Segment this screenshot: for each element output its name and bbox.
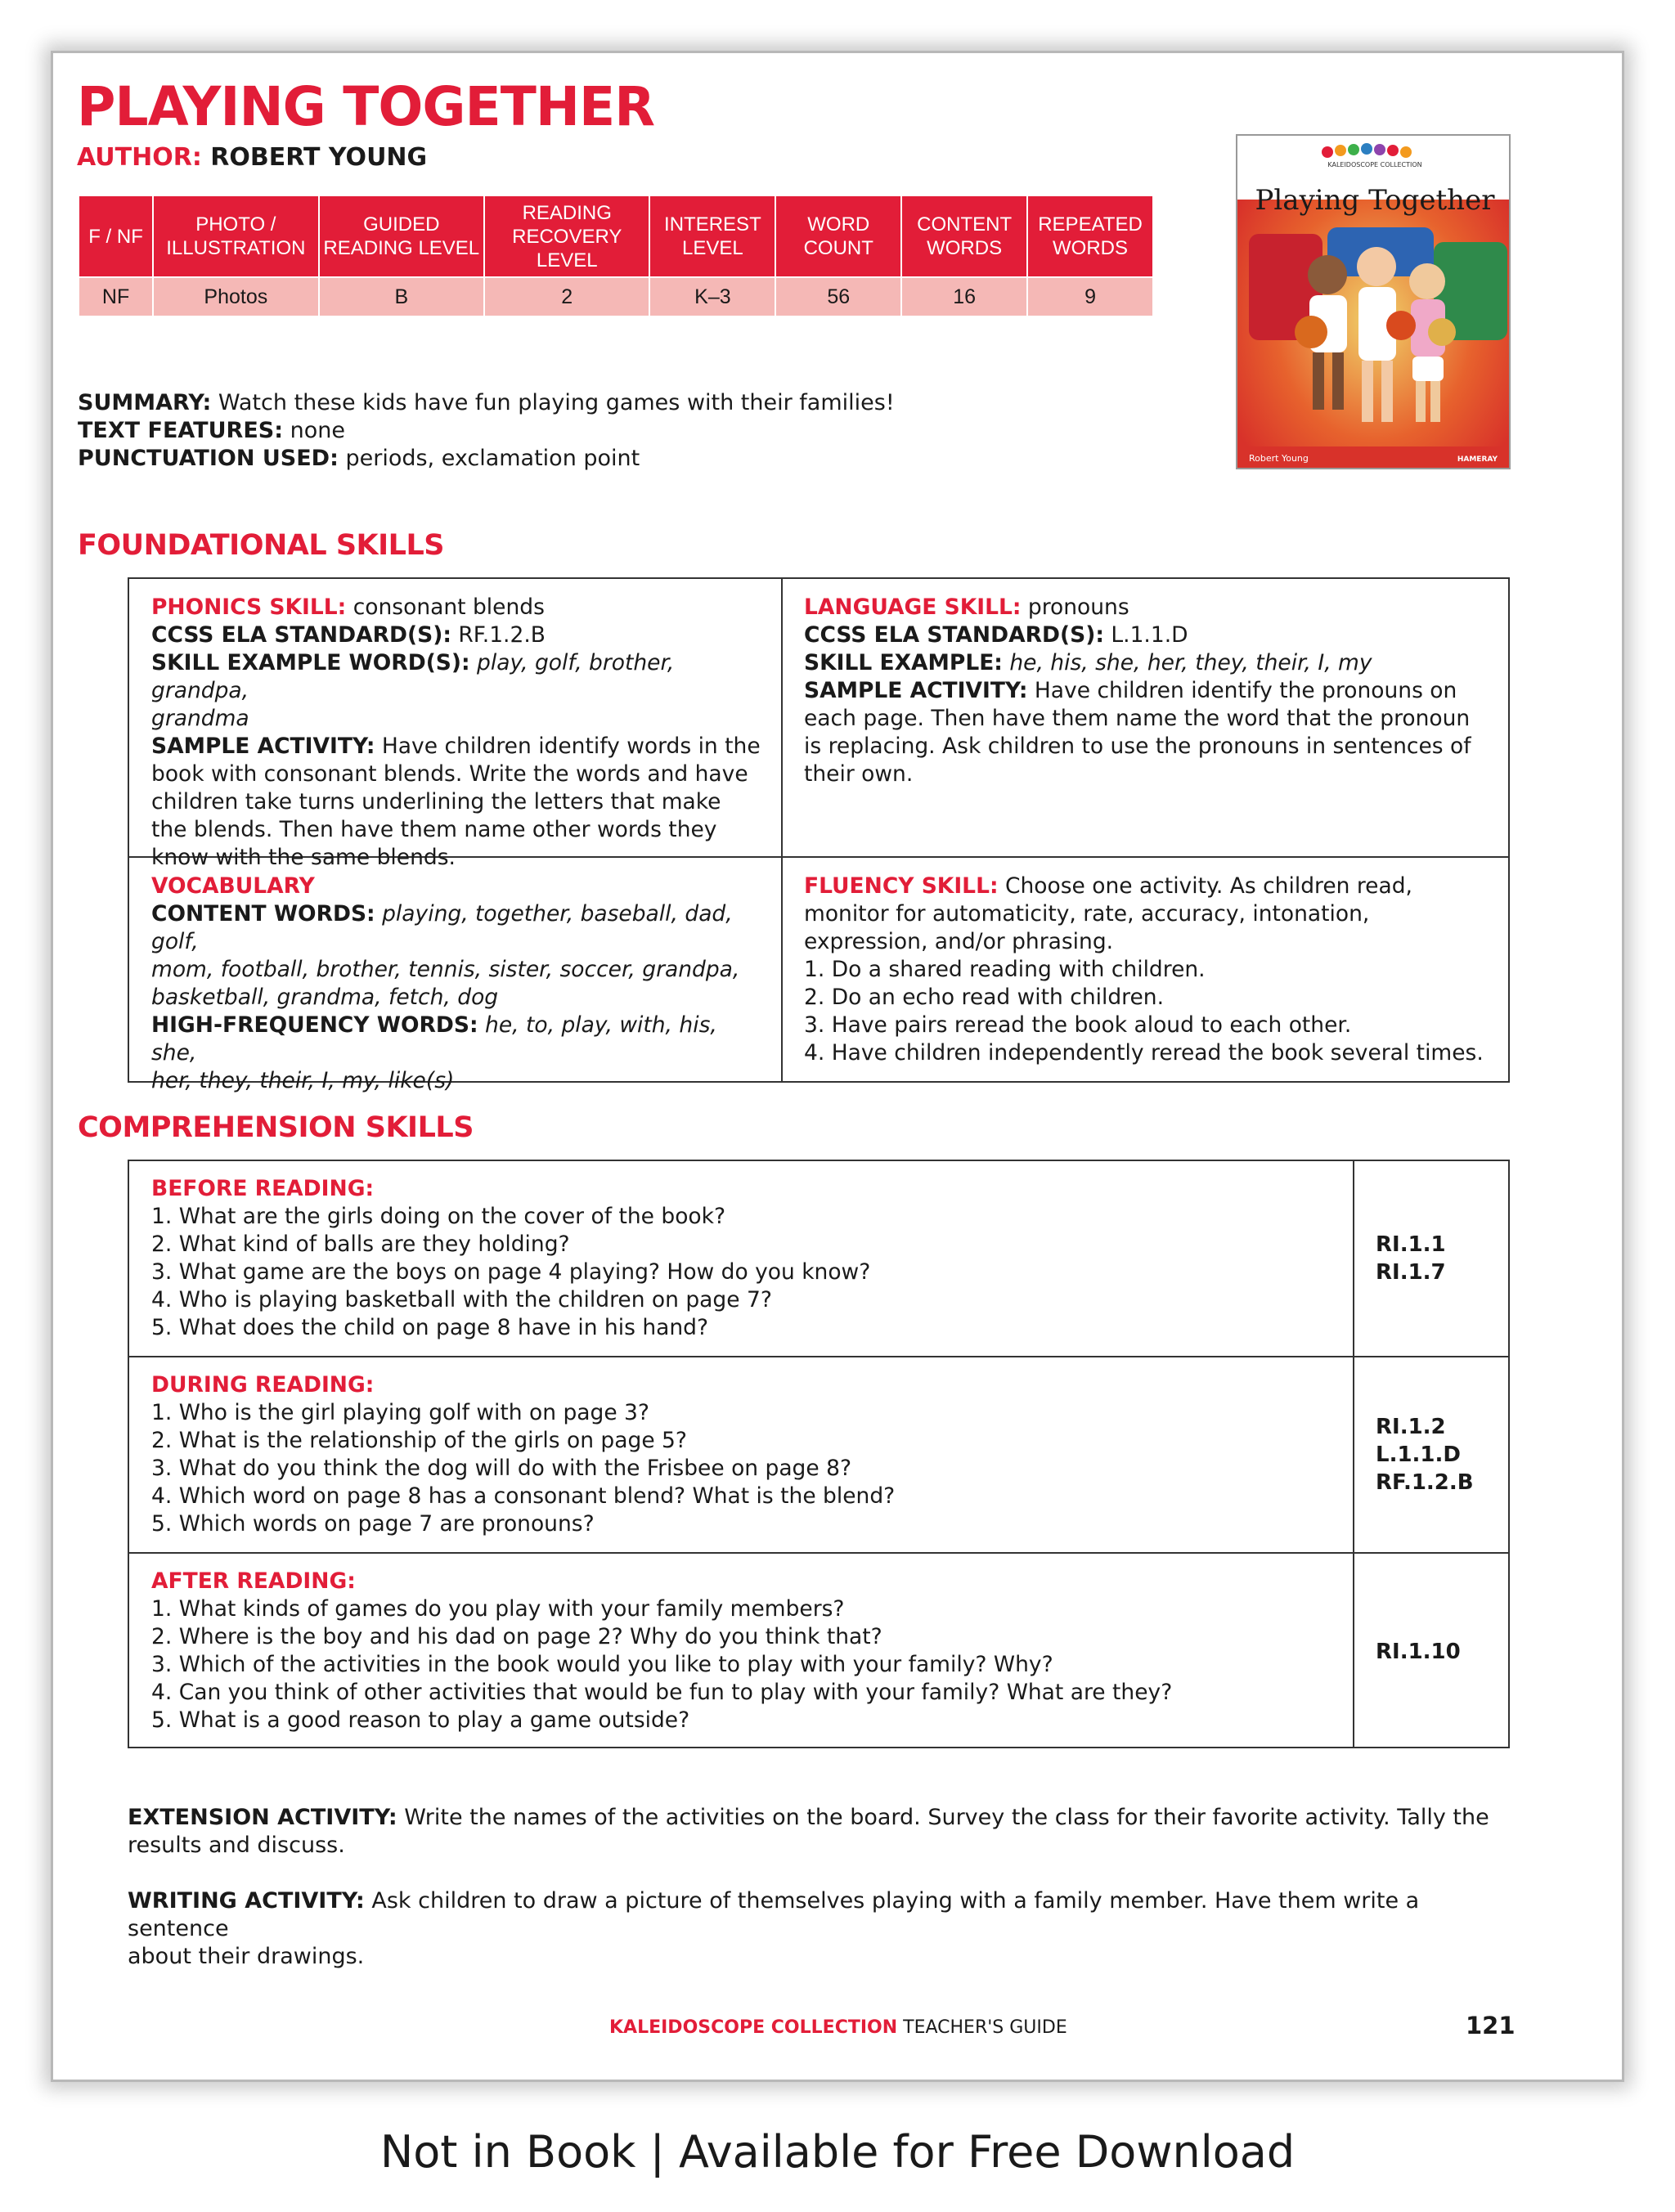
extension-activity [128,1804,1510,1860]
after-question: 4. Can you think of other activities that would be fun to play with your family? What are they? [151,1680,1173,1705]
phonics-activity-3: children take turns underlining the letters that make [151,789,721,814]
language-skill-cell [804,594,1499,788]
comprehension-divider-1 [128,1356,1510,1357]
during-question: 5. Which words on page 7 are pronouns? [151,1511,595,1537]
value-fnf: NF [79,277,153,316]
cover-author: Robert Young [1249,453,1309,464]
high-frequency-1: he, to, play, with, his, she, [151,1012,717,1066]
phonics-example-2: grandma [151,706,249,731]
content-words-2: mom, football, brother, tennis, sister, soccer, grandpa, [151,957,740,982]
language-ccss: L.1.1.D [1111,622,1188,648]
author-line [77,143,427,172]
after-reading-standards [1376,1638,1461,1666]
punctuation-label: PUNCTUATION USED: [78,446,339,471]
writing-activity [128,1887,1510,1971]
during-question: 2. What is the relationship of the girls on page 5? [151,1428,687,1453]
value-photo: Photos [153,277,318,316]
content-words-1: playing, together, baseball, dad, golf, [151,901,733,954]
before-question: 4. Who is playing basketball with the children on page 7? [151,1287,772,1312]
standard-code: RI.1.1 [1376,1232,1446,1257]
during-reading-standards [1376,1413,1474,1496]
summary-block [78,389,895,473]
language-activity-1: Have children identify the pronouns on [1034,678,1457,703]
text-features-line [78,417,895,445]
phonics-label: PHONICS SKILL: [151,595,347,620]
language-text: pronouns [1027,595,1129,620]
text-features-text: none [290,418,345,443]
writing-label: WRITING ACTIVITY: [128,1888,365,1914]
after-question: 1. What kinds of games do you play with your family members? [151,1596,845,1622]
fluency-label: FLUENCY SKILL: [804,873,999,899]
phonics-activity-1: Have children identify words in the [381,734,761,759]
header-photo-illustration: PHOTO / ILLUSTRATION [153,195,318,277]
before-question: 2. What kind of balls are they holding? [151,1232,570,1257]
fluency-item: 1. Do a shared reading with children. [804,957,1206,982]
during-question: 1. Who is the girl playing golf with on page 3? [151,1400,649,1425]
before-reading-label: BEFORE READING: [151,1176,375,1201]
punctuation-text: periods, exclamation point [345,446,640,471]
writing-text-2: about their drawings. [128,1944,365,1969]
header-fnf: F / NF [79,195,153,277]
fluency-text-3: expression, and/or phrasing. [804,929,1114,954]
fluency-item: 4. Have children independently reread the book several times. [804,1040,1484,1066]
phonics-skill-cell [151,594,765,872]
header-interest-level: INTEREST LEVEL [649,195,775,277]
language-activity-label: SAMPLE ACTIVITY: [804,678,1028,703]
book-title: PLAYING TOGETHER [77,75,655,138]
before-reading-cell [151,1175,1337,1342]
vocabulary-label: VOCABULARY [151,873,315,899]
fluency-item: 2. Do an echo read with children. [804,985,1165,1010]
writing-text-1: Ask children to draw a picture of themselves playing with a family member. Have them write a sentence [128,1888,1420,1941]
value-guided: B [319,277,484,316]
high-frequency-2: her, they, their, I, my, like(s) [151,1068,455,1093]
standard-code: RI.1.7 [1376,1260,1446,1285]
header-guided-reading-level: GUIDED READING LEVEL [319,195,484,277]
extension-label: EXTENSION ACTIVITY: [128,1805,397,1830]
language-ccss-label: CCSS ELA STANDARD(S): [804,622,1104,648]
stats-header-row [79,195,1153,277]
language-activity-3: is replacing. Ask children to use the pronouns in sentences of [804,734,1471,759]
header-content-words: CONTENT WORDS [901,195,1027,277]
fluency-item: 3. Have pairs reread the book aloud to each other. [804,1012,1352,1038]
extension-text-1: Write the names of the activities on the board. Survey the class for their favorite activity. Tally the [404,1805,1489,1830]
comprehension-divider-vertical [1353,1160,1354,1748]
phonics-activity-4: the blends. Then have them name other words they [151,817,717,842]
language-label: LANGUAGE SKILL: [804,595,1022,620]
after-reading-cell [151,1568,1337,1734]
author-label: AUTHOR: [77,143,202,172]
after-question: 3. Which of the activities in the book would you like to play with your family? Why? [151,1652,1053,1677]
book-stats-table [78,195,1154,317]
value-repeated-words: 9 [1027,277,1153,316]
foundational-skills-heading: FOUNDATIONAL SKILLS [78,529,444,562]
page-footer [609,2017,1067,2038]
phonics-example-1: play, golf, brother, grandpa, [151,650,675,703]
extension-text-2: results and discuss. [128,1833,345,1858]
during-question: 4. Which word on page 8 has a consonant blend? What is the blend? [151,1483,896,1509]
phonics-activity-2: book with consonant blends. Write the words and have [151,761,748,787]
standard-code: RI.1.10 [1376,1640,1461,1664]
phonics-example-label: SKILL EXAMPLE WORD(S): [151,650,470,675]
vocabulary-cell [151,873,765,1095]
footer-brand: KALEIDOSCOPE COLLECTION [609,2017,898,2038]
header-repeated-words: REPEATED WORDS [1027,195,1153,277]
cover-title: Playing Together [1255,184,1495,217]
phonics-activity-label: SAMPLE ACTIVITY: [151,734,375,759]
after-question: 2. Where is the boy and his dad on page 2? Why do you think that? [151,1624,882,1649]
page-number: 121 [1466,2012,1516,2039]
before-question: 1. What are the girls doing on the cover of the book? [151,1204,726,1229]
during-question: 3. What do you think the dog will do with the Frisbee on page 8? [151,1456,852,1481]
comprehension-divider-2 [128,1552,1510,1554]
book-cover-image [1236,134,1511,469]
fluency-text-1: Choose one activity. As children read, [1005,873,1412,899]
during-reading-label: DURING READING: [151,1372,375,1398]
standard-code: RI.1.2 [1376,1415,1446,1439]
summary-text: Watch these kids have fun playing games with their families! [218,390,895,415]
author-name: ROBERT YOUNG [210,143,428,172]
cover-publisher: HAMERAY [1457,455,1498,464]
after-reading-label: AFTER READING: [151,1568,356,1594]
grid-divider-vertical [781,577,783,1083]
header-word-count: WORD COUNT [775,195,901,277]
value-recovery: 2 [484,277,649,316]
summary-line [78,389,895,417]
language-activity-4: their own. [804,761,914,787]
language-activity-2: each page. Then have them name the word that the pronoun [804,706,1471,731]
standard-code: RF.1.2.B [1376,1470,1474,1495]
language-example: he, his, she, her, they, their, I, my [1009,650,1372,675]
value-word-count: 56 [775,277,901,316]
language-example-label: SKILL EXAMPLE: [804,650,1003,675]
value-content-words: 16 [901,277,1027,316]
summary-label: SUMMARY: [78,390,212,415]
cover-illustration [1237,136,1511,469]
download-note: Not in Book | Available for Free Download [379,2126,1296,2178]
before-reading-standards [1376,1231,1446,1286]
header-reading-recovery-level: READING RECOVERY LEVEL [484,195,649,277]
content-words-label: CONTENT WORDS: [151,901,375,927]
fluency-text-2: monitor for automaticity, rate, accuracy, intonation, [804,901,1370,927]
punctuation-line [78,445,895,473]
text-features-label: TEXT FEATURES: [78,418,284,443]
phonics-ccss-label: CCSS ELA STANDARD(S): [151,622,451,648]
comprehension-skills-heading: COMPREHENSION SKILLS [78,1111,474,1144]
standard-code: L.1.1.D [1376,1443,1461,1467]
high-frequency-label: HIGH-FREQUENCY WORDS: [151,1012,478,1038]
cover-collection: KALEIDOSCOPE COLLECTION [1327,161,1422,168]
before-question: 3. What game are the boys on page 4 playing? How do you know? [151,1259,871,1285]
before-question: 5. What does the child on page 8 have in his hand? [151,1315,709,1340]
fluency-skill-cell [804,873,1499,1067]
during-reading-cell [151,1371,1337,1538]
content-words-3: basketball, grandma, fetch, dog [151,985,499,1010]
phonics-ccss: RF.1.2.B [458,622,546,648]
phonics-text: consonant blends [353,595,545,620]
stats-value-row [79,277,1153,316]
after-question: 5. What is a good reason to play a game outside? [151,1707,690,1733]
value-interest: K–3 [649,277,775,316]
phonics-activity-5: know with the same blends. [151,845,456,870]
footer-guide: TEACHER'S GUIDE [903,2017,1067,2038]
